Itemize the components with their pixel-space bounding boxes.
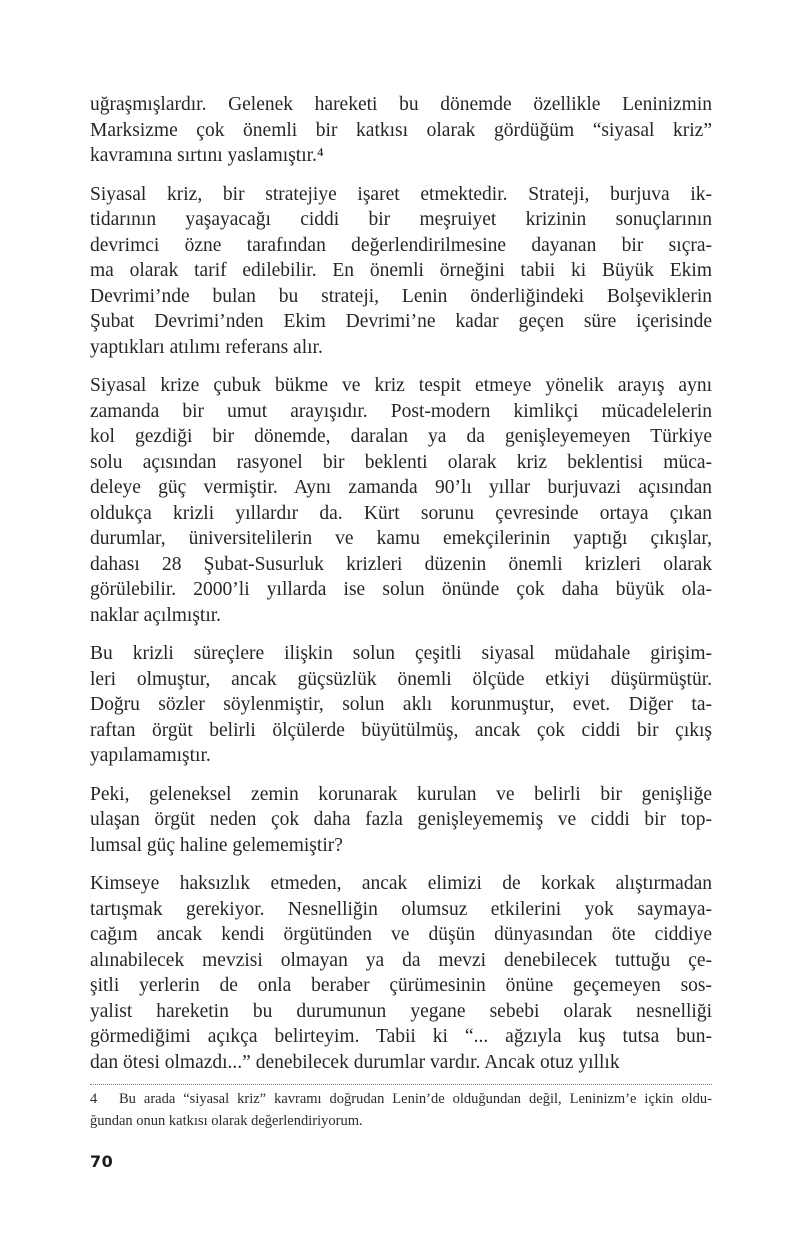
text-line: Doğru sözler söylenmiştir, solun aklı korunmuştur, evet. Diğer ta-: [90, 694, 712, 715]
footnote-separator: [90, 1084, 712, 1085]
text-line: leri olmuştur, ancak güçsüzlük önemli ölçüde etkiyi düşürmüştür.: [90, 668, 712, 690]
body-text: [90, 92, 712, 1088]
paragraph: [90, 871, 712, 1075]
text-line: cağım ancak kendi örgütünden ve düşün dünyasından öte ciddiye: [90, 924, 712, 945]
paragraph: [90, 782, 712, 859]
text-line: yalist hareketin bu durumunun yegane sebebi olarak nesnelliği: [90, 1000, 712, 1022]
text-line: dahası 28 Şubat-Susurluk krizleri düzenin önemli krizleri olarak: [90, 553, 712, 575]
footnote-text: [90, 1089, 712, 1132]
text-line: dan ötesi olmazdı...” denebilecek durumlar vardır. Ancak otuz yıllık: [90, 1051, 620, 1073]
text-line: raftan örgüt belirli ölçülerde büyütülmüş, ancak çok ciddi bir çıkış: [90, 719, 712, 741]
text-line: görmediğimi açıkça belirteyim. Tabii ki “... ağzıyla kuş tutsa bun-: [90, 1026, 712, 1047]
text-line: zamanda bir umut arayışıdır. Post-modern kimlikçi mücadelelerin: [90, 400, 712, 422]
footnote-line: ğundan onun katkısı olarak değerlendiriyorum.: [90, 1112, 363, 1129]
text-line: devrimci özne tarafından değerlendirilmesine dayanan bir sıçra-: [90, 234, 712, 256]
text-line: tartışmak gerekiyor. Nesnelliğin olumsuz etkilerini yok saymaya-: [90, 898, 712, 920]
text-line: Siyasal krize çubuk bükme ve kriz tespit etmeye yönelik arayış aynı: [90, 375, 712, 396]
text-line: Siyasal kriz, bir stratejiye işaret etmektedir. Strateji, burjuva ik-: [90, 183, 712, 205]
text-line: Şubat Devrimi’nden Ekim Devrimi’ne kadar geçen süre içerisinde: [90, 311, 712, 332]
text-line: solu açısından rasyonel bir beklenti olarak kriz beklentisi müca-: [90, 451, 712, 473]
text-line: ulaşan örgüt neden çok daha fazla genişleyememiş ve ciddi bir top-: [90, 809, 712, 830]
text-line: Peki, geleneksel zemin korunarak kurulan ve belirli bir genişliğe: [90, 783, 712, 805]
text-line: kol gezdiği bir dönemde, daralan ya da genişleyemeyen Türkiye: [90, 426, 712, 447]
paragraph: [90, 92, 712, 169]
text-line: deleye güç vermiştir. Aynı zamanda 90’lı yıllar burjuvazi açısından: [90, 477, 712, 498]
text-line: yaptıkları atılımı referans alır.: [90, 336, 323, 358]
text-line: tidarının yaşayacağı ciddi bir meşruiyet krizinin sonuçlarının: [90, 209, 712, 230]
footnote-line: 4 Bu arada “siyasal kriz” kavramı doğrudan Lenin’de olduğundan değil, Leninizm’e içkin oldu-: [90, 1089, 712, 1111]
text-line: lumsal güç haline gelememiştir?: [90, 834, 343, 856]
text-line: görülebilir. 2000’li yıllarda ise solun önünde çok daha büyük ola-: [90, 579, 712, 600]
text-line: kavramına sırtını yaslamıştır.⁴: [90, 145, 324, 166]
text-line: şitli yerlerin de onla beraber çürümesinin önüne geçemeyen sos-: [90, 975, 712, 996]
text-line: yapılamamıştır.: [90, 745, 211, 766]
footnote-number: 4: [90, 1091, 98, 1107]
text-line: Kimseye haksızlık etmeden, ancak elimizi de korkak alıştırmadan: [90, 873, 712, 894]
text-line: naklar açılmıştır.: [90, 604, 222, 626]
page-number: 70: [90, 1152, 114, 1171]
text-line: uğraşmışlardır. Gelenek hareketi bu dönemde özellikle Leninizmin: [90, 94, 712, 115]
paragraph: [90, 641, 712, 769]
text-line: durumlar, üniversitelilerin ve kamu emekçilerinin yaptığı çıkışlar,: [90, 528, 712, 549]
text-line: Bu krizli süreçlere ilişkin solun çeşitli siyasal müdahale girişim-: [90, 643, 712, 664]
text-line: ma olarak tarif edilebilir. En önemli örneğini tabii ki Büyük Ekim: [90, 260, 712, 281]
text-line: oldukça krizli yıllardır da. Kürt sorunu çevresinde ortaya çıkan: [90, 502, 712, 524]
text-line: Devrimi’nde bulan bu strateji, Lenin önderliğindeki Bolşeviklerin: [90, 285, 712, 307]
text-line: Marksizme çok önemli bir katkısı olarak gördüğüm “siyasal kriz”: [90, 119, 712, 141]
text-line: alınabilecek mevzisi olmayan ya da mevzi denebilecek tuttuğu çe-: [90, 949, 712, 971]
paragraph: [90, 182, 712, 361]
paragraph: [90, 373, 712, 628]
footnote: [90, 1084, 712, 1132]
